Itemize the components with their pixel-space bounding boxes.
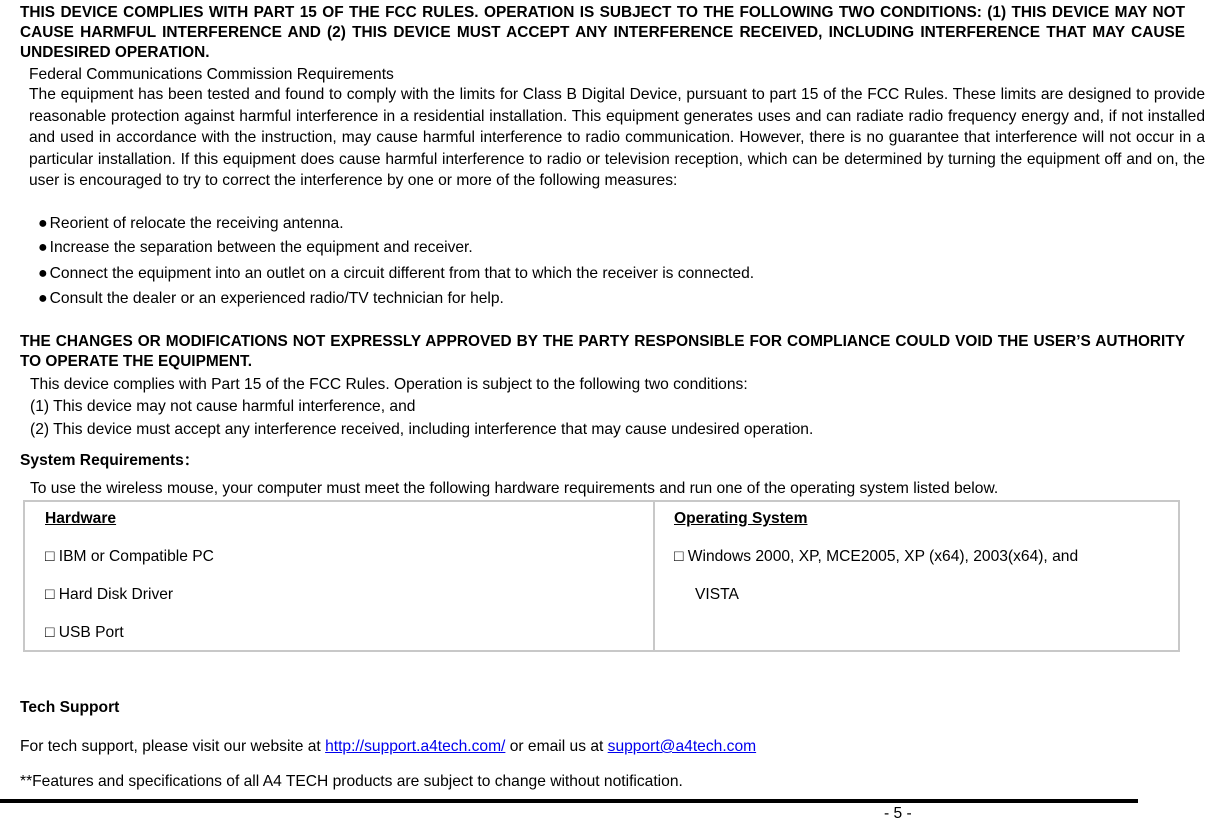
support-text-before: For tech support, please visit our website at	[20, 738, 326, 755]
measure-text: Increase the separation between the equipment and receiver.	[49, 239, 473, 256]
tech-support-heading: Tech Support	[20, 699, 120, 716]
system-requirements-intro: To use the wireless mouse, your computer must meet the following hardware requirements and run one of the operating system listed below.	[30, 480, 999, 497]
fcc-compliance-notice: THIS DEVICE COMPLIES WITH PART 15 OF THE FCC RULES. OPERATION IS SUBJECT TO THE FOLLOWING TWO CONDITIONS: (1) THIS DEVICE MAY NOT CAUSE HARMFUL INTERFERENCE AND (2) THIS DEVICE MUST ACCEPT ANY INTERFERENCE RECEIVED, INCLUDING INTERFERENCE THAT MAY CAUSE UNDESIRED OPERATION.	[20, 4, 1185, 61]
os-item-continued: VISTA	[695, 586, 739, 603]
footer-rule	[0, 799, 1138, 803]
checkbox-icon: □	[674, 548, 684, 565]
checkbox-icon: □	[45, 586, 55, 603]
page-number: - 5 -	[884, 805, 912, 822]
fcc-requirements-body: The equipment has been tested and found to comply with the limits for Class B Digital Device, pursuant to part 15 of the FCC Rules. These limits are designed to provide reasonable protection against harmful interference in a residential installation. This equipment generates uses and can radiate radio frequency energy and, if not installed and used in accordance with the instruction, may cause harmful interference to radio communication. However, there is no guarantee that interference will not occur in a particular installation. If this equipment does cause harmful interference to radio or television reception, which can be determined by turning the equipment off and on, the user is encouraged to try to correct the interference by one or more of the following measures:	[29, 86, 1205, 189]
system-requirements-heading: System Requirements：	[20, 452, 200, 469]
os-item: Windows 2000, XP, MCE2005, XP (x64), 2003(x64), and	[687, 548, 1079, 565]
list-item	[38, 238, 473, 258]
disclaimer: **Features and specifications of all A4 TECH products are subject to change without notification.	[20, 773, 683, 790]
list-item	[38, 264, 754, 284]
os-cell	[654, 501, 1179, 651]
measure-text: Reorient of relocate the receiving antenna.	[49, 215, 344, 232]
modifications-warning: THE CHANGES OR MODIFICATIONS NOT EXPRESSLY APPROVED BY THE PARTY RESPONSIBLE FOR COMPLIANCE COULD VOID THE USER’S AUTHORITY TO OPERATE THE EQUIPMENT.	[20, 333, 1185, 370]
hardware-item: IBM or Compatible PC	[58, 548, 214, 565]
fcc-requirements-title: Federal Communications Commission Requirements	[29, 66, 394, 83]
measure-text: Consult the dealer or an experienced radio/TV technician for help.	[49, 290, 504, 307]
measure-text: Connect the equipment into an outlet on a circuit different from that to which the receiver is connected.	[49, 265, 755, 282]
bullet-icon: ●	[38, 265, 48, 282]
part15-statement: This device complies with Part 15 of the FCC Rules. Operation is subject to the following two conditions:	[30, 376, 748, 393]
hardware-item: Hard Disk Driver	[58, 586, 174, 603]
bullet-icon: ●	[38, 239, 48, 256]
os-header: Operating System	[674, 510, 808, 527]
support-text-middle: or email us at	[505, 738, 608, 755]
website-link[interactable]: http://support.a4tech.com/	[325, 738, 506, 755]
bullet-icon: ●	[38, 215, 48, 232]
system-requirements-table	[23, 500, 1180, 652]
email-link[interactable]: support@a4tech.com	[607, 738, 757, 755]
list-item	[38, 214, 344, 234]
hardware-item: USB Port	[58, 624, 124, 641]
list-item	[45, 624, 124, 642]
condition-1: (1) This device may not cause harmful interference, and	[30, 398, 416, 415]
list-item	[45, 586, 173, 604]
checkbox-icon: □	[45, 548, 55, 565]
hardware-header: Hardware	[45, 510, 117, 527]
list-item	[674, 548, 1078, 566]
tech-support-text	[20, 736, 756, 757]
list-item	[38, 289, 504, 309]
checkbox-icon: □	[45, 624, 55, 641]
bullet-icon: ●	[38, 290, 48, 307]
list-item	[45, 548, 214, 566]
condition-2: (2) This device must accept any interference received, including interference that may cause undesired operation.	[30, 421, 814, 438]
hardware-cell	[24, 501, 654, 651]
